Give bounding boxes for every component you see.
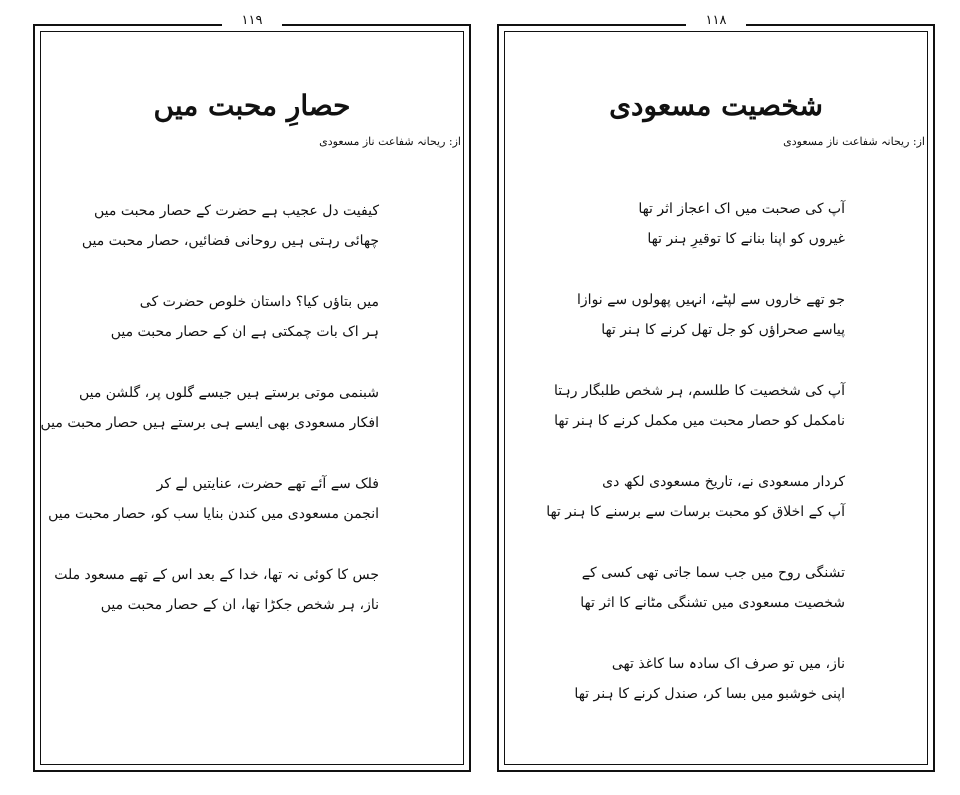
stanza — [554, 376, 845, 436]
right-page — [497, 13, 935, 772]
poem-stanzas — [546, 194, 845, 709]
page-number: ۱۱۹ — [222, 12, 282, 30]
stanza — [54, 560, 379, 620]
verse-line: جس کا کوئی نہ تھا، خدا کے بعد اس کے تھے مسعود ملت — [54, 567, 379, 583]
verse-line: شبنمی موتی برستے ہیں جیسے گلوں پر، گلشن میں — [78, 385, 379, 401]
poem-title: شخصیت مسعودی — [609, 89, 823, 122]
page-number: ۱۱۸ — [686, 12, 746, 30]
verse-line: افکار مسعودی بھی ایسے ہی برستے ہیں حصار محبت میں — [40, 415, 379, 431]
verse-line: نامکمل کو حصار محبت میں مکمل کرنے کا ہنر تھا — [554, 413, 845, 429]
stanza — [109, 287, 379, 347]
verse-line: انجمن مسعودی میں کندن بنایا سب کو، حصار محبت میں — [48, 506, 379, 522]
verse-line: ناز، میں تو صرف اک سادہ سا کاغذ تھی — [611, 656, 845, 672]
verse-line: شخصیت مسعودی میں تشنگی مٹانے کا اثر تھا — [580, 595, 845, 611]
verse-line: کیفیت دل عجیب ہے حضرت کے حصار محبت میں — [94, 203, 379, 219]
verse-line: چھائی رہتی ہیں روحانی فضائیں، حصار محبت میں — [81, 233, 379, 249]
verse-line: ناز، ہر شخص جکڑا تھا، ان کے حصار محبت میں — [100, 597, 379, 613]
verse-line: کردار مسعودی نے، تاریخ مسعودی لکھ دی — [602, 474, 845, 490]
stanza — [81, 196, 379, 256]
verse-line: جو تھے خاروں سے لپٹے، انہیں پھولوں سے نوازا — [577, 292, 845, 308]
verse-line: پیاسے صحراؤں کو جل تھل کرنے کا ہنر تھا — [601, 322, 845, 338]
verse-line: اپنی خوشبو میں بسا کر، صندل کرنے کا ہنر تھا — [574, 686, 845, 702]
verse-line: تشنگی روح میں جب سما جاتی تھی کسی کے — [581, 565, 845, 581]
poem-title: حصارِ محبت میں — [153, 89, 351, 122]
stanza — [40, 378, 379, 438]
stanza — [575, 194, 845, 254]
poem-stanzas — [40, 196, 379, 620]
stanza — [48, 469, 379, 529]
poem-byline: از: ریحانہ شفاعت ناز مسعودی — [319, 135, 461, 148]
stanza — [575, 558, 845, 618]
stanza — [575, 285, 845, 345]
verse-line: ہر اک بات چمکتی ہے ان کے حصار محبت میں — [110, 324, 379, 340]
verse-line: غیروں کو اپنا بنانے کا توقیرِ ہنر تھا — [647, 231, 845, 247]
verse-line: میں بتاؤں کیا؟ داستان خلوص حضرت کی — [139, 294, 379, 310]
stanza — [546, 467, 845, 527]
verse-line: آپ کی صحبت میں اک اعجاز اثر تھا — [638, 201, 845, 217]
poem-byline: از: ریحانہ شفاعت ناز مسعودی — [783, 135, 925, 148]
stanza — [575, 649, 845, 709]
verse-line: فلک سے آئے تھے حضرت، عنایتیں لے کر — [156, 476, 379, 492]
left-page — [33, 13, 471, 772]
verse-line: آپ کی شخصیت کا طلسم، ہر شخص طلبگار رہتا — [554, 383, 845, 399]
verse-line: آپ کے اخلاق کو محبت برسات سے برسنے کا ہنر تھا — [546, 504, 845, 520]
